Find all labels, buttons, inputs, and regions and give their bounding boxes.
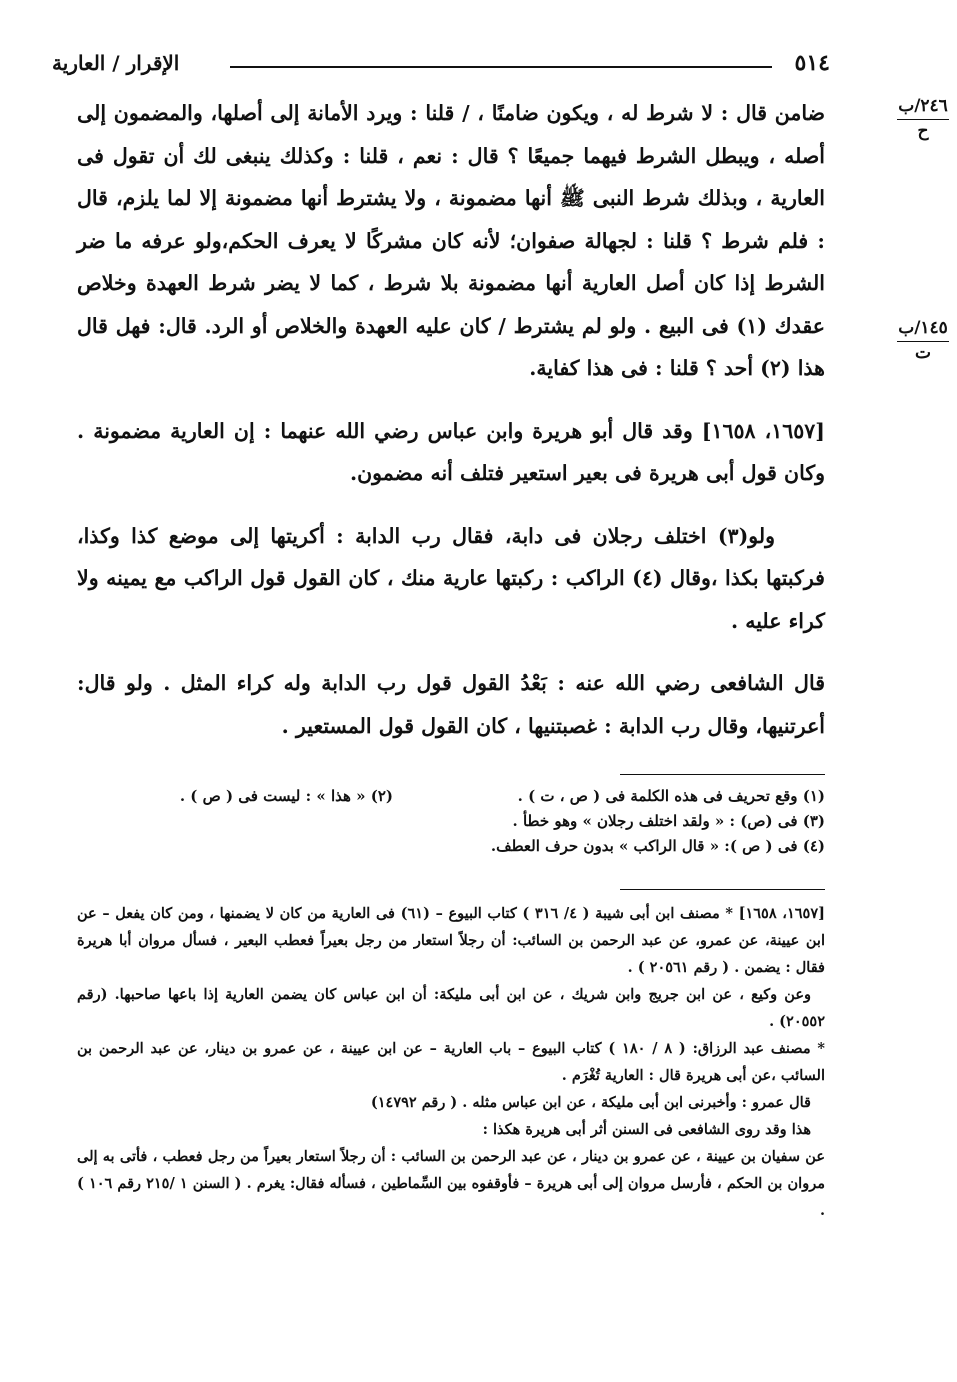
source-entry: [١٦٥٧، ١٦٥٨] * مصنف ابن أبى شيبة ( ٤/ ٣١٦ ) كتاب البيوع – (٦١) فى العارية من كان لا يضمنها ، ومن كان يفعل – عن ابن عيينة، عن عمرو، عن عبد الرحمن بن السائب: أن رجلاً استعار من رجل بعيراً فعطب البعير ، فسأل مروان أبا هريرة فقال : يضمن . ( رقم ٢٠٥٦١ ) . <box>77 905 825 976</box>
margin-note-siglum: ت <box>914 343 931 363</box>
source-entry: وعن وكيع ، عن ابن جريج وابن شريك ، عن ابن أبى مليكة: أن ابن عباس كان يضمن العارية إذا باعها صاحبها. (رقم ٢٠٥٥٢) . <box>77 986 825 1030</box>
footnote-1: (١) وقع تحريف فى هذه الكلمة فى ( ص ، ت ) . <box>517 787 825 805</box>
sources-divider <box>620 889 825 890</box>
source-entry: قال عمرو : وأخبرنى ابن أبى مليكة ، عن ابن عباس مثله . ( رقم ١٤٧٩٢) <box>370 1094 811 1111</box>
source-entry: هذا وقد روى الشافعى فى السنن أثر أبى هريرة هكذا : <box>482 1121 811 1138</box>
header-rule <box>230 66 772 68</box>
margin-note-folio: ١٤٥/ب <box>897 318 949 342</box>
margin-note-folio: ٢٤٦/ب <box>897 96 949 120</box>
paragraph-athar: [١٦٥٧، ١٦٥٨] وقد قال أبو هريرة وابن عباس رضي الله عنهما : إن العارية مضمونة . وكان قول أبى هريرة فى بعير استعير فتلف أنه مضمون. <box>77 418 825 485</box>
footnote-3: (٣) فى (ص) : « ولقد اختلف رجلان » وهو خطأ . <box>512 812 825 830</box>
footnote-2: (٢) « هذا » : ليست فى ( ص ) . <box>179 787 393 805</box>
margin-note-manuscript-t <box>897 318 949 363</box>
source-entry: عن سفيان بن عيينة ، عن عمرو بن دينار ، عن عبد الرحمن بن السائب : أن رجلاً استعار بعيراً من رجل فعطب ، فأتى به إلى مروان بن الحكم ، فأرسل مروان إلى أبى هريرة – فأوقفوه بين السِّماطين ، فسأله فقال: يغرم . ( السنن ١ /٢١٥ رقم ١٠٦ ) . <box>77 1148 825 1219</box>
margin-note-manuscript-h <box>897 96 949 141</box>
footnote-4: (٤) فى ( ص ): « قال الراكب » بدون حرف العطف. <box>490 837 825 855</box>
main-text <box>77 92 825 747</box>
source-references <box>77 900 825 1224</box>
paragraph-dispute: ولو(٣) اختلف رجلان فى دابة، فقال رب الدابة : أكريتها إلى موضع كذا وكذا، فركبتها بكذا ،وقال (٤) الراكب : ركبتها عارية منك ، كان القول قول الراكب مع يمينه ولا كراء عليه . <box>77 523 825 633</box>
page-number: ٥١٤ <box>794 50 830 76</box>
source-entry: * مصنف عبد الرزاق: ( ٨ / ١٨٠ ) كتاب البيوع – باب العارية – عن ابن عيينة ، عن عمرو بن دينار، عن عبد الرحمن بن السائب ،عن أبى هريرة قال : العارية تُغْرَم . <box>77 1040 825 1084</box>
running-header <box>52 48 830 84</box>
footnotes <box>77 784 825 859</box>
margin-note-siglum: ح <box>917 121 929 141</box>
paragraph-conditions: ضامن قال : لا شرط له ، ويكون ضامنًا ، / قلنا : ويرد الأمانة إلى أصلها، والمضمون إلى أصله ، ويبطل الشرط فيهما جميعًا ؟ قال : نعم ، قلنا : وكذلك ينبغى لك أن تقول فى العارية ، وبذلك شرط النبى ﷺ أنها مضمونة ، ولا يشترط أنها مضمونة إلا لما يلزم، قال : فلم شرط ؟ قلنا : لجهالة صفوان؛ لأنه كان مشركًا لا يعرف الحكم،ولو عرفه ما ضر الشرط إذا كان أصل العارية أنها مضمونة بلا شرط ، كما لا يضر شرط العهدة وخلاص عقدك (١) فى البيع . ولو لم يشترط / كان عليه العهدة والخلاص أو الرد. قال: فهل قال هذا (٢) أحد ؟ قلنا : فى هذا كفاية. <box>77 101 825 380</box>
footnote-divider <box>620 774 825 775</box>
paragraph-shafii: قال الشافعى رضي الله عنه : بَعْدُ القول قول رب الدابة وله كراء المثل . ولو قال: أعرتنيها، وقال رب الدابة : غصبتنيها ، كان القول قول المستعير . <box>77 671 825 738</box>
running-title: الإقرار / العارية <box>52 51 180 75</box>
